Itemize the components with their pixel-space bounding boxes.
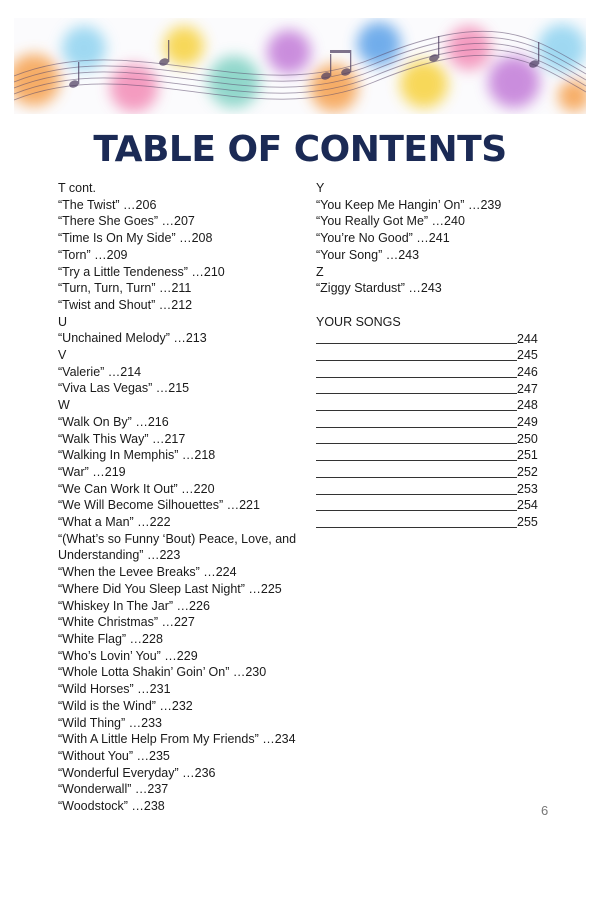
toc-entry: “We Can Work It Out” …220 bbox=[58, 481, 215, 496]
toc-entry: “Ziggy Stardust” …243 bbox=[316, 281, 442, 296]
toc-entry: “Viva Las Vegas” …215 bbox=[58, 381, 190, 396]
blank-line bbox=[316, 442, 517, 444]
your-songs-list bbox=[316, 331, 556, 531]
your-songs-heading: YOUR SONGS bbox=[316, 314, 401, 329]
your-song-slot bbox=[316, 514, 556, 531]
page-number: 6 bbox=[541, 803, 549, 818]
toc-entry: “War” …219 bbox=[58, 464, 126, 479]
blank-line bbox=[316, 493, 517, 495]
toc-entry: “Woodstock” …238 bbox=[58, 799, 165, 814]
toc-letter-heading: V bbox=[58, 348, 67, 363]
your-song-slot bbox=[316, 381, 556, 398]
toc-entry: “Time Is On My Side” …208 bbox=[58, 231, 213, 246]
toc-entry: “Wonderful Everyday” …236 bbox=[58, 765, 216, 780]
slot-page-number: 245 bbox=[517, 348, 538, 363]
toc-entry: “There She Goes” …207 bbox=[58, 214, 195, 229]
toc-entry: “Valerie” …214 bbox=[58, 364, 142, 379]
toc-entry: “When the Levee Breaks” …224 bbox=[58, 565, 237, 580]
music-notes-banner bbox=[14, 18, 586, 114]
toc-entry: T cont. bbox=[58, 181, 96, 195]
toc-entry: “Your Song” …243 bbox=[316, 247, 420, 262]
blank-line bbox=[316, 459, 517, 461]
blank-line bbox=[316, 509, 517, 511]
toc-entry: “With A Little Help From My Friends” …234 bbox=[58, 732, 296, 747]
toc-entry: “Wild Horses” …231 bbox=[58, 682, 171, 697]
blank-line bbox=[316, 359, 517, 361]
your-song-slot bbox=[316, 347, 556, 364]
your-song-slot bbox=[316, 364, 556, 381]
toc-entry: “(What’s so Funny ‘Bout) Peace, Love, and Understanding” …223 bbox=[58, 531, 297, 563]
toc-entry: “Whole Lotta Shakin’ Goin’ On” …230 bbox=[58, 665, 267, 680]
toc-entry: “Whiskey In The Jar” …226 bbox=[58, 598, 210, 613]
your-song-slot bbox=[316, 431, 556, 448]
toc-entry: “Where Did You Sleep Last Night” …225 bbox=[58, 581, 282, 596]
toc-entry: “Try a Little Tendeness” …210 bbox=[58, 264, 225, 279]
toc-entry: “Without You” …235 bbox=[58, 748, 170, 763]
toc-entry: “You Really Got Me” …240 bbox=[316, 214, 465, 229]
slot-page-number: 250 bbox=[517, 431, 538, 446]
toc-entry: “Who’s Lovin’ You” …229 bbox=[58, 648, 198, 663]
slot-page-number: 249 bbox=[517, 415, 538, 430]
slot-page-number: 248 bbox=[517, 398, 538, 413]
toc-letter-heading: Z bbox=[316, 264, 324, 279]
your-song-slot bbox=[316, 464, 556, 481]
toc-entry: “White Flag” …228 bbox=[58, 631, 163, 646]
slot-page-number: 244 bbox=[517, 331, 538, 346]
slot-page-number: 246 bbox=[517, 364, 538, 379]
toc-entry: “You Keep Me Hangin’ On” …239 bbox=[316, 197, 502, 212]
slot-page-number: 247 bbox=[517, 381, 538, 396]
toc-entry: “Torn” …209 bbox=[58, 247, 128, 262]
toc-entry: “White Christmas” …227 bbox=[58, 615, 195, 630]
toc-letter-heading: W bbox=[58, 398, 70, 413]
your-song-slot bbox=[316, 447, 556, 464]
your-song-slot bbox=[316, 331, 556, 348]
blank-line bbox=[316, 526, 517, 528]
toc-entry: “The Twist” …206 bbox=[58, 197, 157, 212]
your-song-slot bbox=[316, 397, 556, 414]
blank-line bbox=[316, 392, 517, 394]
blank-line bbox=[316, 476, 517, 478]
blank-line bbox=[316, 426, 517, 428]
blank-line bbox=[316, 376, 517, 378]
slot-page-number: 253 bbox=[517, 481, 538, 496]
blank-line bbox=[316, 342, 517, 344]
slot-page-number: 255 bbox=[517, 515, 538, 530]
slot-page-number: 251 bbox=[517, 448, 538, 463]
toc-entry: “We Will Become Silhouettes” …221 bbox=[58, 498, 260, 513]
toc-letter-heading: Y bbox=[316, 181, 325, 195]
toc-entry: “Turn, Turn, Turn” …211 bbox=[58, 281, 192, 296]
toc-entry: “Wild is the Wind” …232 bbox=[58, 698, 193, 713]
slot-page-number: 254 bbox=[517, 498, 538, 513]
toc-entry: “What a Man” …222 bbox=[58, 515, 171, 530]
toc-right-column bbox=[316, 180, 556, 531]
toc-entry: “Twist and Shout” …212 bbox=[58, 297, 193, 312]
toc-entry: “Walk This Way” …217 bbox=[58, 431, 186, 446]
toc-left-column bbox=[58, 180, 318, 815]
your-song-slot bbox=[316, 481, 556, 498]
slot-page-number: 252 bbox=[517, 465, 538, 480]
your-song-slot bbox=[316, 414, 556, 431]
toc-entry: “Walk On By” …216 bbox=[58, 414, 169, 429]
your-song-slot bbox=[316, 498, 556, 515]
toc-entry: “Unchained Melody” …213 bbox=[58, 331, 207, 346]
blank-line bbox=[316, 409, 517, 411]
toc-entry: “Wild Thing” …233 bbox=[58, 715, 162, 730]
page-title: TABLE OF CONTENTS bbox=[93, 129, 507, 170]
toc-entry: “Walking In Memphis” …218 bbox=[58, 448, 216, 463]
toc-entry: “Wonderwall” …237 bbox=[58, 782, 169, 797]
toc-letter-heading: U bbox=[58, 314, 68, 329]
toc-entry: “You’re No Good” …241 bbox=[316, 231, 450, 246]
